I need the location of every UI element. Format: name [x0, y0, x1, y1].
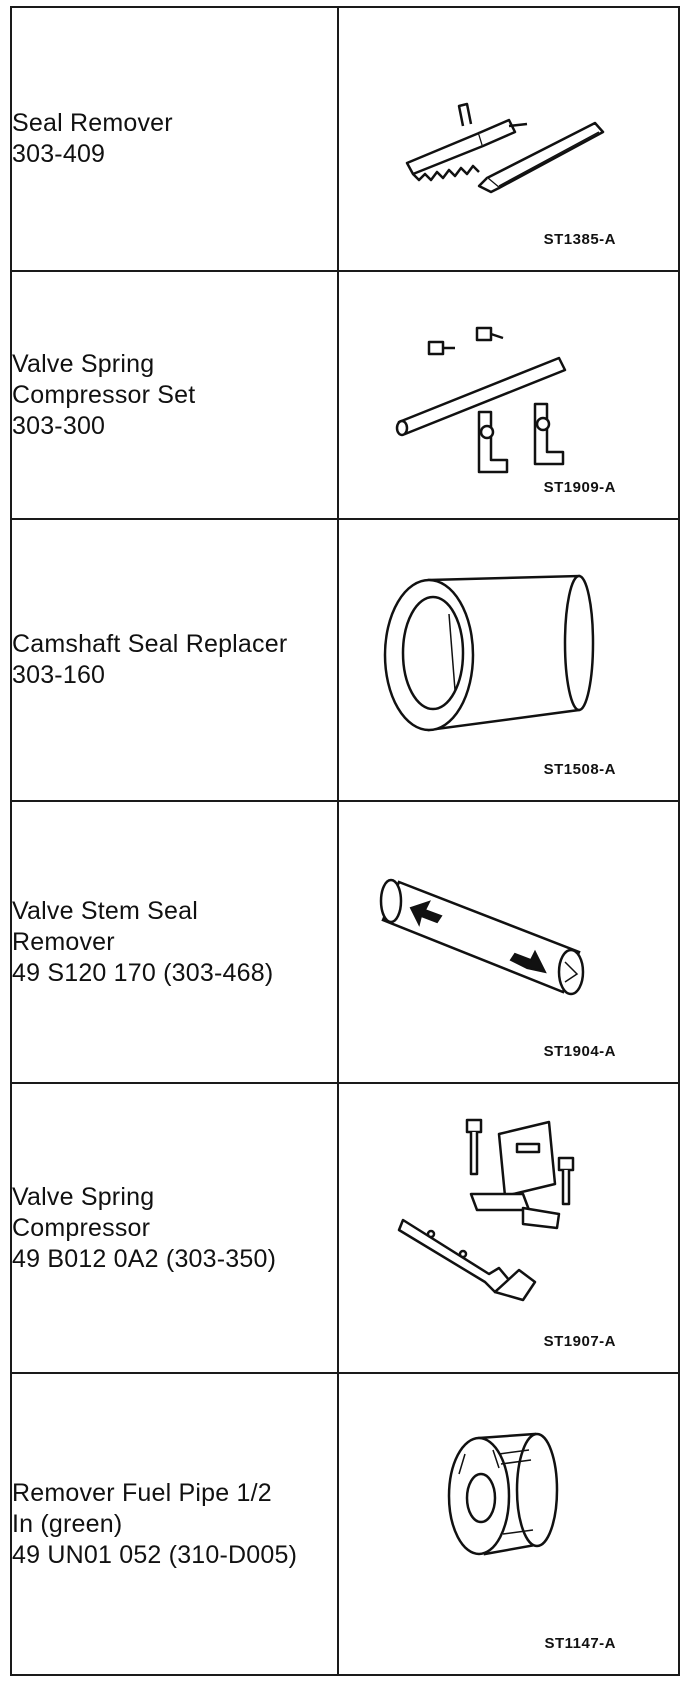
tool-illustration-cell [338, 1373, 679, 1675]
special-tools-table [10, 6, 680, 1676]
tool-name-line: Compressor [12, 1213, 151, 1242]
table-row [11, 1083, 679, 1373]
illustration-code: ST1909-A [543, 479, 616, 496]
tool-number: 303-160 [12, 661, 106, 689]
valve-spring-compressor-set-illustration [359, 292, 659, 492]
table-row [11, 1373, 679, 1675]
tool-illustration-cell [338, 7, 679, 271]
camshaft-seal-replacer-illustration [359, 540, 659, 760]
tool-name-cell [11, 1083, 338, 1373]
table-row [11, 801, 679, 1083]
illustration-code: ST1147-A [544, 1635, 616, 1652]
tool-illustration-cell [338, 271, 679, 519]
tool-name-line: Camshaft Seal Replacer [12, 630, 288, 658]
tool-name-line: Valve Spring [12, 1182, 155, 1211]
table-row [11, 519, 679, 801]
tool-name-line: In (green) [12, 1509, 123, 1538]
tool-illustration-cell [338, 801, 679, 1083]
tool-name-line: Remover Fuel Pipe 1/2 [12, 1478, 272, 1507]
table-row [11, 271, 679, 519]
tool-number: 49 B012 0A2 (303-350) [12, 1244, 277, 1273]
tool-name-cell [11, 801, 338, 1083]
tool-name-cell [11, 519, 338, 801]
tool-illustration-cell [338, 1083, 679, 1373]
illustration-code: ST1904-A [543, 1043, 616, 1060]
fuel-pipe-remover-illustration [359, 1394, 659, 1614]
tool-number: 49 UN01 052 (310-D005) [12, 1540, 298, 1569]
illustration-code: ST1385-A [543, 231, 616, 248]
tool-illustration-cell [338, 519, 679, 801]
tool-name-line: Seal Remover [12, 109, 173, 137]
tool-number: 303-409 [12, 140, 106, 168]
tool-name-cell [11, 1373, 338, 1675]
tool-name-line: Compressor Set [12, 380, 196, 409]
table-row [11, 7, 679, 271]
tool-name-line: Remover [12, 927, 115, 956]
valve-stem-seal-remover-illustration [359, 822, 659, 1022]
illustration-code: ST1508-A [543, 761, 616, 778]
tool-name-line: Valve Stem Seal [12, 896, 198, 925]
tool-name-cell [11, 271, 338, 519]
illustration-code: ST1907-A [543, 1333, 616, 1350]
valve-spring-compressor-illustration [359, 1104, 659, 1334]
special-tools-sheet [10, 6, 680, 1676]
tool-name-line: Valve Spring [12, 349, 155, 378]
tool-number: 49 S120 170 (303-468) [12, 958, 274, 987]
tool-number: 303-300 [12, 411, 106, 440]
seal-remover-illustration [359, 28, 659, 228]
tool-name-cell [11, 7, 338, 271]
